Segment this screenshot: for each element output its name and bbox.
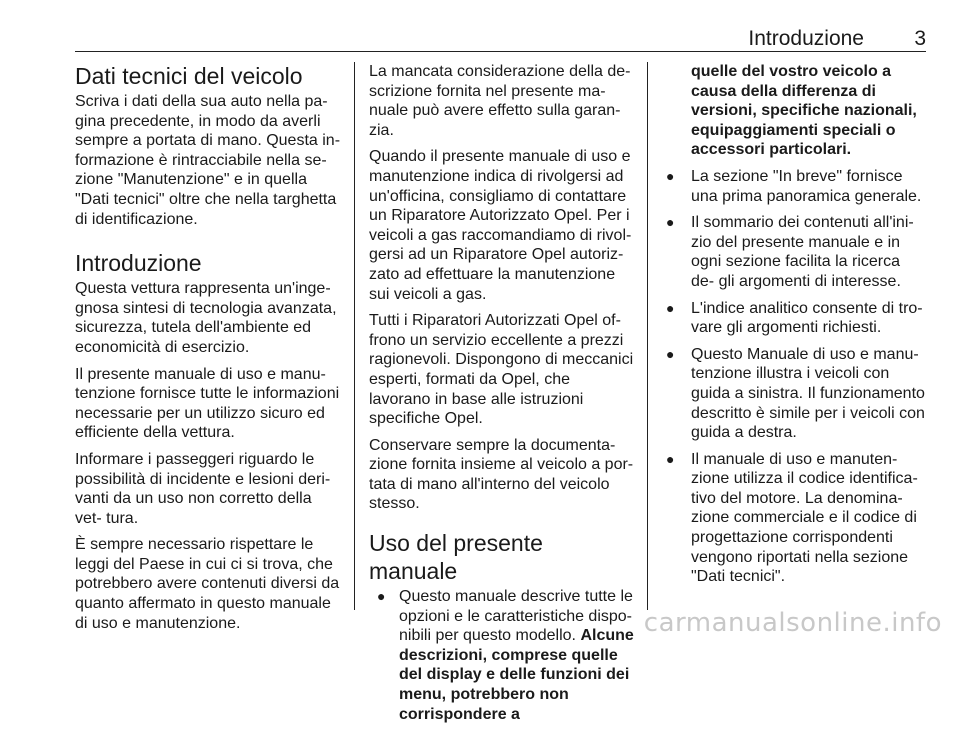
paragraph: Questa vettura rappresenta un'inge- gnosa sintesi di tecnologia avanzata, sicurezza, tutela dell'ambiente ed economicità di esercizio. [75,280,337,356]
bullet-list [656,167,926,587]
paragraph: Quando il presente manuale di uso e manutenzione indica di rivolgersi ad un'officina, consigliamo di contattare un Riparatore Autorizzato Opel. Per i veicoli a gas raccomandiamo di rivol- gersi ad un Riparatore Opel autoriz- zato ad effettuare la manutenzione sui veicoli a gas. [369,148,632,303]
column-divider-2 [647,62,648,610]
section-heading-introduzione: Introduzione [75,250,202,277]
list-item-text: Il manuale di uso e manuten- zione utilizza il codice identifica- tivo del motore. La denomina- zione commerciale e il codice di progettazione corrispondenti vengono riportati nella sezione "Dati tecnici". [691,450,918,586]
page-number: 3 [914,27,926,50]
bullet-icon: ● [377,588,386,605]
list-item-continuation: quelle del vostro veicolo a causa della differenza di versioni, specifiche nazionali, equipaggiamenti speciali o accessori particolari. [691,63,917,159]
list-item [369,587,634,724]
list-item [656,450,926,587]
column-2 [369,62,634,731]
page-header [75,27,926,52]
paragraph: È sempre necessario rispettare le leggi del Paese in cui ci si trova, che potrebbero avere contenuti diversi da quanto affermato in questo manuale di uso e manutenzione. [75,536,340,632]
bullet-icon: ● [666,299,675,316]
list-item-text: L'indice analitico consente di tro- vare gli argomenti richiesti. [691,299,923,337]
section-heading-dati-tecnici: Dati tecnici del veicolo [75,63,303,89]
list-item [656,167,926,206]
section-heading-uso-manuale: Uso del presente manuale [369,530,543,585]
bullet-list [369,587,634,724]
list-item-text: Il sommario dei contenuti all'ini- zio del presente manuale e in ogni sezione facilita la ricerca de- gli argomenti di interesse. [691,214,914,290]
paragraph: Conservare sempre la documenta- zione fornita insieme al veicolo a por- tata di mano all'interno del veicolo stesso. [369,436,634,513]
watermark: carmanualsonline.info [643,608,942,638]
list-item [656,299,926,338]
column-divider-1 [354,62,355,610]
bullet-icon: ● [666,345,675,362]
running-header-title: Introduzione [748,27,864,50]
list-item-text: Questo manuale descrive tutte le opzioni e le caratteristiche dispo- nibili per questo modello. [399,588,633,645]
paragraph: Scriva i dati della sua auto nella pa- gina precedente, in modo da averli sempre a portata di mano. Questa in- formazione è rintracciabile nella se- zione "Manutenzione" e in quella "Dati tecnici" oltre che nella targhetta di identificazione. [75,93,341,228]
list-item [656,345,926,443]
list-item-bold-text: Alcune descrizioni, comprese quelle del display e delle funzioni dei menu, potrebbero non corrispondere a [399,627,634,723]
list-item [656,213,926,291]
paragraph: Il presente manuale di uso e manu- tenzione fornisce tutte le informazioni necessarie per un utilizzo sicuro ed efficiente della vettura. [75,365,340,442]
paragraph: Informare i passeggeri riguardo le possibilità di incidente e lesioni deri- vanti da un uso non corretto della vet- tura. [75,450,331,527]
bullet-icon: ● [666,167,675,184]
bullet-icon: ● [666,450,675,467]
bullet-icon: ● [666,214,675,231]
column-3 [656,62,926,594]
paragraph: Tutti i Riparatori Autorizzati Opel of- frono un servizio eccellente a prezzi ragionevoli. Dispongono di meccanici esperti, formati da Opel, che lavorano in base alle istruzioni specifiche Opel. [369,312,634,428]
list-item-text: Questo Manuale di uso e manu- tenzione illustra i veicoli con guida a sinistra. Il funzionamento descritto è simile per i veicoli con guida a destra. [691,345,925,442]
column-1 [75,62,341,640]
paragraph: La mancata considerazione della de- scrizione fornita nel presente ma- nuale può avere effetto sulla garan- zia. [369,63,631,139]
list-item-text: La sezione "In breve" fornisce una prima panoramica generale. [691,167,922,205]
